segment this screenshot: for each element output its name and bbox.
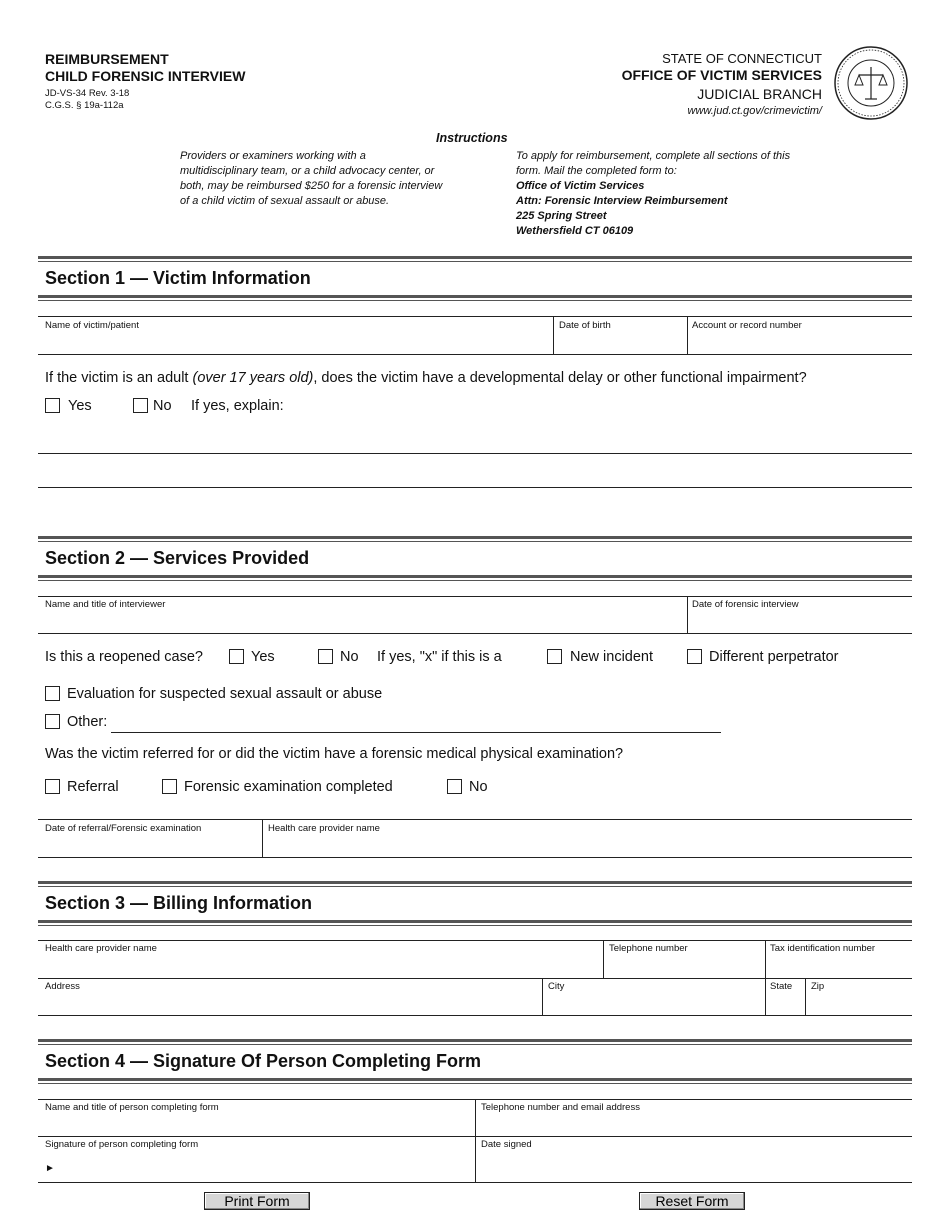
referral-label: Referral [67,779,119,795]
address-field[interactable] [40,993,539,1013]
city-field[interactable] [545,993,762,1013]
referral-date-field[interactable] [40,835,259,855]
referral-question: Was the victim referred for or did the victim have a forensic medical physical examination? [45,746,624,762]
reset-form-button[interactable]: Reset Form [639,1192,745,1210]
section2-top-rule [38,536,912,542]
instructions-left: Providers or examiners working with a multidisciplinary team, or a child advocacy center, or both, may be reimbursed $250 for a forensic interview of a child victim of sexual assault or abuse. [180,150,443,207]
exam-provider-field[interactable] [265,835,910,855]
evaluation-checkbox[interactable] [45,686,60,701]
city-label: City [548,981,565,992]
section2-title: Section 2 — Services Provided [45,548,310,568]
section2-bottom-rule [38,575,912,581]
referral-checkbox[interactable] [45,779,60,794]
date-signed-label: Date signed [481,1139,532,1150]
impairment-yes-checkbox[interactable] [45,398,60,413]
mail-address-line4: Wethersfield CT 06109 [516,225,634,237]
tax-id-label: Tax identification number [770,943,876,954]
section4-title: Section 4 — Signature Of Person Completing Form [45,1051,482,1071]
evaluation-label: Evaluation for suspected sexual assault or abuse [67,686,383,702]
exam-provider-label: Health care provider name [268,823,380,834]
form-title-line1: REIMBURSEMENT [45,51,169,67]
victim-name-label: Name of victim/patient [45,320,139,331]
explain-field-line1[interactable] [295,396,910,416]
account-number-field[interactable] [690,332,910,352]
account-number-label: Account or record number [692,320,802,331]
phone-email-field[interactable] [478,1114,910,1134]
signature-arrow-icon: ► [45,1163,55,1174]
state-name: STATE OF CONNECTICUT [662,51,822,66]
date-signed-field[interactable] [478,1152,910,1178]
section4-top-rule [38,1039,912,1045]
impairment-no-checkbox[interactable] [133,398,148,413]
different-perpetrator-label: Different perpetrator [709,649,839,665]
address-label: Address [45,981,80,992]
explain-field-line3[interactable] [38,487,912,488]
exam-no-checkbox[interactable] [447,779,462,794]
phone-email-label: Telephone number and email address [481,1102,640,1113]
branch-name: JUDICIAL BRANCH [697,86,822,102]
if-yes-label: If yes, "x" if this is a [377,649,502,665]
zip-label: Zip [811,981,825,992]
office-name: OFFICE OF VICTIM SERVICES [621,67,822,83]
other-label: Other: [67,714,108,730]
adult-impairment-question: If the victim is an adult (over 17 years old), does the victim have a developmental delay or other functional impairment? [45,370,807,386]
new-incident-label: New incident [570,649,654,665]
interviewer-label: Name and title of interviewer [45,599,166,610]
explain-field-line2[interactable] [38,453,912,454]
exam-completed-label: Forensic examination completed [184,779,393,795]
statute: C.G.S. § 19a-112a [45,100,124,111]
form-title-line2: CHILD FORENSIC INTERVIEW [45,68,246,84]
exam-no-label: No [469,779,488,795]
instructions-heading: Instructions [436,131,508,145]
reopened-yes-checkbox[interactable] [229,649,244,664]
section1-bottom-rule [38,295,912,301]
section1-title: Section 1 — Victim Information [45,268,311,288]
billing-provider-label: Health care provider name [45,943,157,954]
different-perpetrator-checkbox[interactable] [687,649,702,664]
impairment-no-label: No [153,398,172,414]
referral-date-label: Date of referral/Forensic examination [45,823,202,834]
billing-phone-field[interactable] [606,955,762,975]
interview-date-label: Date of forensic interview [692,599,799,610]
tax-id-field[interactable] [768,955,910,975]
signature-field[interactable] [58,1152,472,1178]
other-field[interactable] [111,712,721,732]
form-id: JD-VS-34 Rev. 3-18 [45,88,130,99]
explain-label: If yes, explain: [191,398,284,414]
victim-name-field[interactable] [40,332,550,352]
state-field[interactable] [768,993,802,1013]
print-form-button[interactable]: Print Form [204,1192,310,1210]
section4-bottom-rule [38,1078,912,1084]
interview-date-field[interactable] [690,611,910,631]
section3-top-rule [38,881,912,887]
state-label: State [770,981,793,992]
website-url: www.jud.ct.gov/crimevictim/ [687,105,822,117]
reopened-no-label: No [340,649,359,665]
completer-name-field[interactable] [40,1114,472,1134]
mail-address-line1: Office of Victim Services [516,180,645,192]
section3-bottom-rule [38,920,912,926]
reopened-no-checkbox[interactable] [318,649,333,664]
new-incident-checkbox[interactable] [547,649,562,664]
other-checkbox[interactable] [45,714,60,729]
impairment-yes-label: Yes [68,398,92,414]
instructions-right-intro: To apply for reimbursement, complete all sections of this form. Mail the completed form to: [516,150,791,177]
billing-phone-label: Telephone number [609,943,688,954]
billing-provider-field[interactable] [40,955,600,975]
reopened-yes-label: Yes [251,649,275,665]
signature-label: Signature of person completing form [45,1139,199,1150]
mail-address-line2: Attn: Forensic Interview Reimbursement [516,195,728,207]
section3-title: Section 3 — Billing Information [45,893,313,913]
exam-completed-checkbox[interactable] [162,779,177,794]
mail-address-line3: 225 Spring Street [516,210,607,222]
section1-top-rule [38,256,912,262]
completer-name-label: Name and title of person completing form [45,1102,219,1113]
dob-field[interactable] [556,332,684,352]
state-seal-icon [833,45,909,121]
dob-label: Date of birth [559,320,611,331]
interviewer-field[interactable] [40,611,684,631]
reopened-question: Is this a reopened case? [45,649,203,665]
zip-field[interactable] [808,993,910,1013]
